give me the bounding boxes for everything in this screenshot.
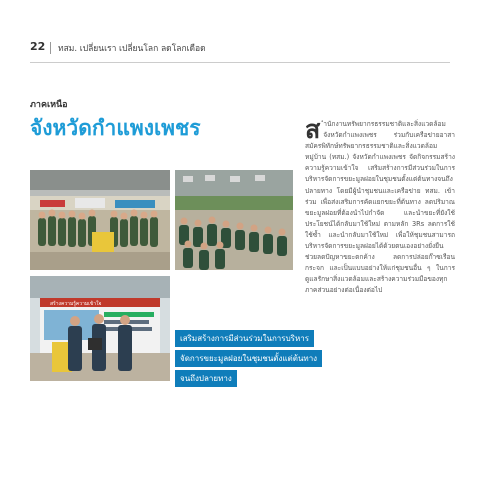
photo-handover-banner [30,276,170,381]
page-header [30,40,450,58]
header-separator [50,42,51,54]
photo-banner-text: สร้างความรู้ความเข้าใจ [50,301,102,307]
province-title: จังหวัดกำแพงเพชร [30,116,201,140]
caption-line-3: จนถึงปลายทาง [175,370,237,387]
photo-seated-audience [175,170,293,270]
page-number: 22 [30,40,46,53]
body-paragraph: ำนักงานทรัพยากรธรรมชาติและสิ่งแวดล้อมจังหวัดกำแพงเพชร ร่วมกับเครือข่ายอาสาสมัครพิทักษ์ทรัพยากรธรรมชาติและสิ่งแวดล้อมหมู่บ้าน (ทสม.) จังหวัดกำแพงเพชร จัดกิจกรรมสร้างความรู้ความเข้าใจ เสริมสร้างการมีส่วนร่วมในการบริหารจัดการขยะมูลฝอยในชุมชนตั้งแต่ต้นทางจนถึงปลายทาง โดยมีผู้นำชุมชนและเครือข่าย ทสม. เข้าร่วม เพื่อส่งเสริมการคัดแยกขยะที่ต้นทาง ลดปริมาณขยะมูลฝอยที่ต้องนำไปกำจัด และนำขยะที่ยังใช้ประโยชน์ได้กลับมาใช้ใหม่ ตามหลัก 3Rs ลดการใช้ ใช้ซ้ำ และนำกลับมาใช้ใหม่ เพื่อให้ชุมชนสามารถบริหารจัดการขยะมูลฝอยได้ด้วยตนเองอย่างยั่งยืน ช่วยลดปัญหาขยะตกค้าง ลดการปล่อยก๊าซเรือนกระจก และเป็นแบบอย่างให้แก่ชุมชนอื่น ๆ ในการดูแลรักษาสิ่งแวดล้อมและสร้างความร่วมมือของทุกภาคส่วนอย่างต่อเนื่องต่อไป [305,120,455,295]
header-rule [30,62,450,63]
photo-meeting-hall [30,170,170,270]
caption-line-1: เสริมสร้างการมีส่วนร่วมในการบริหาร [175,330,314,347]
section-label: ภาคเหนือ [30,100,68,110]
caption-line-2: จัดการขยะมูลฝอยในชุมชนตั้งแต่ต้นทาง [175,350,322,367]
body-text [305,115,455,297]
drop-cap: ส [305,115,321,144]
running-title: ทสม. เปลี่ยนเรา เปลี่ยนโลก ลดโลกเดือด [58,44,206,54]
